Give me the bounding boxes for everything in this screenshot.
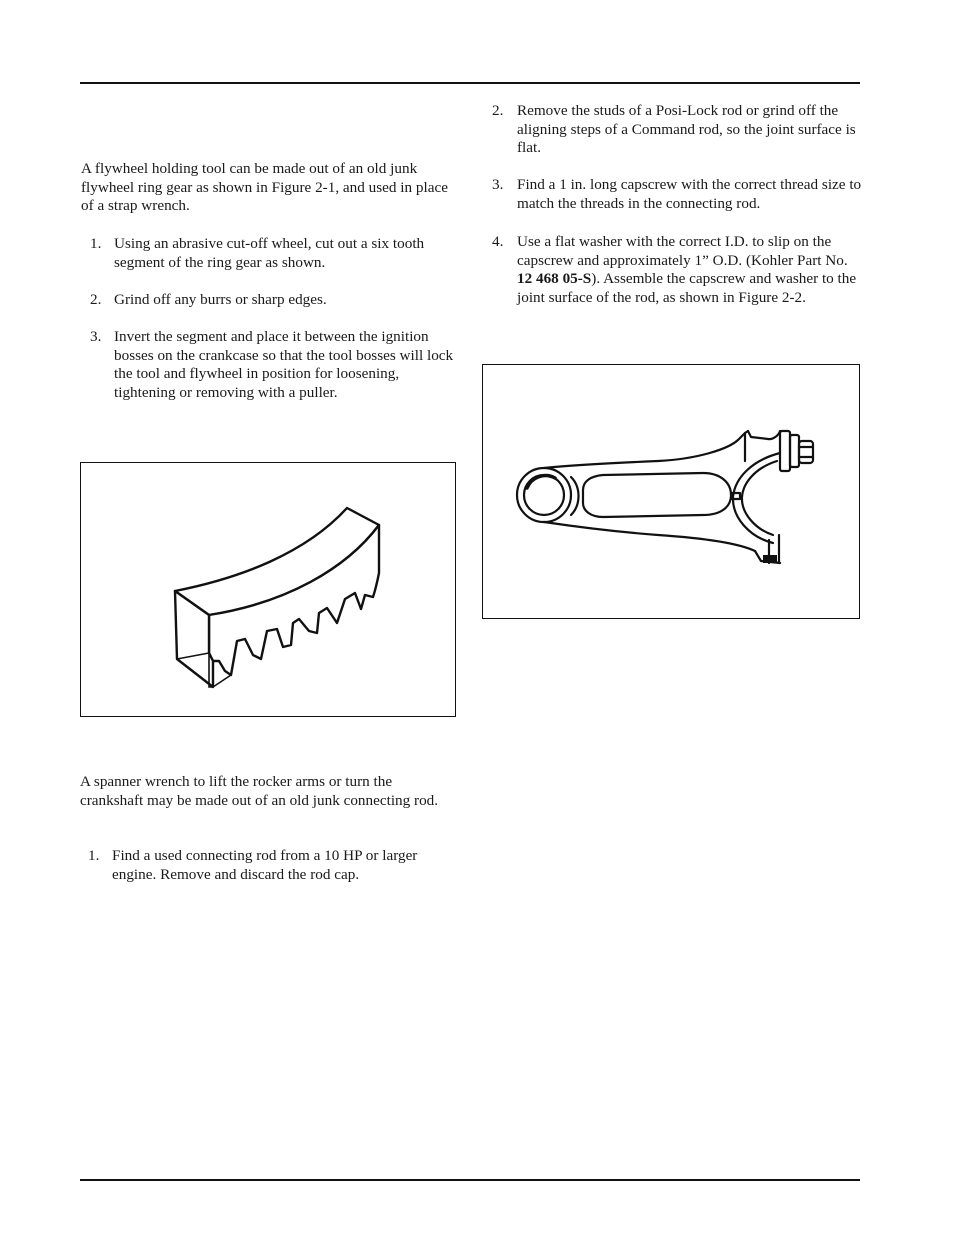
flywheel-step-2 <box>90 291 460 310</box>
step-text: Grind off any burrs or sharp edges. <box>114 291 327 308</box>
step-number: 1. <box>88 847 100 864</box>
header-rule <box>80 82 860 84</box>
figure-connecting-rod-spanner <box>482 364 860 619</box>
spanner-step-1 <box>88 847 460 884</box>
step-text: Invert the segment and place it between the ignition bosses on the crankcase so that the tool bosses will lock the tool and flywheel in position for loosening, tightening or removing with a puller. <box>114 328 454 402</box>
step-number: 2. <box>492 102 504 119</box>
step-text: Find a 1 in. long capscrew with the correct thread size to match the threads in the connecting rod. <box>517 176 862 212</box>
step-number: 1. <box>90 235 102 252</box>
flywheel-step-1 <box>90 235 460 272</box>
flywheel-tool-paragraph: A flywheel holding tool can be made out of an old junk flywheel ring gear as shown in Figure 2-1, and used in place of a strap wrench. <box>81 160 448 215</box>
spanner-step-2 <box>492 102 864 158</box>
step-text-part-a: Use a flat washer with the correct I.D. to slip on the capscrew and approximately 1” O.D. (Kohler Part No. <box>517 233 848 269</box>
spanner-wrench-intro <box>80 773 458 810</box>
spanner-wrench-paragraph: A spanner wrench to lift the rocker arms or turn the crankshaft may be made out of an old junk connecting rod. <box>80 773 439 809</box>
step-text: Remove the studs of a Posi-Lock rod or grind off the aligning steps of a Command rod, so the joint surface is flat. <box>517 102 856 157</box>
step-text: Using an abrasive cut-off wheel, cut out a six tooth segment of the ring gear as shown. <box>114 235 425 271</box>
step-number: 3. <box>90 328 102 345</box>
step-number: 3. <box>492 176 504 193</box>
step-text: Find a used connecting rod from a 10 HP or larger engine. Remove and discard the rod cap. <box>112 847 418 883</box>
step-text <box>517 233 864 308</box>
spanner-step-3 <box>492 176 864 213</box>
step-number: 4. <box>492 233 504 250</box>
flywheel-step-3 <box>90 328 460 403</box>
ring-gear-segment-illustration <box>81 463 457 718</box>
connecting-rod-illustration <box>483 365 861 620</box>
flywheel-tool-intro <box>81 160 449 216</box>
figure-ring-gear-segment <box>80 462 456 717</box>
footer-rule <box>80 1179 860 1181</box>
step-text-part-b: ). Assemble the capscrew and washer to the joint surface of the rod, as shown in Figure 2-2. <box>517 270 857 307</box>
step-number: 2. <box>90 291 102 308</box>
spanner-step-4 <box>492 233 864 308</box>
part-number: 12 468 05-S <box>517 270 592 288</box>
